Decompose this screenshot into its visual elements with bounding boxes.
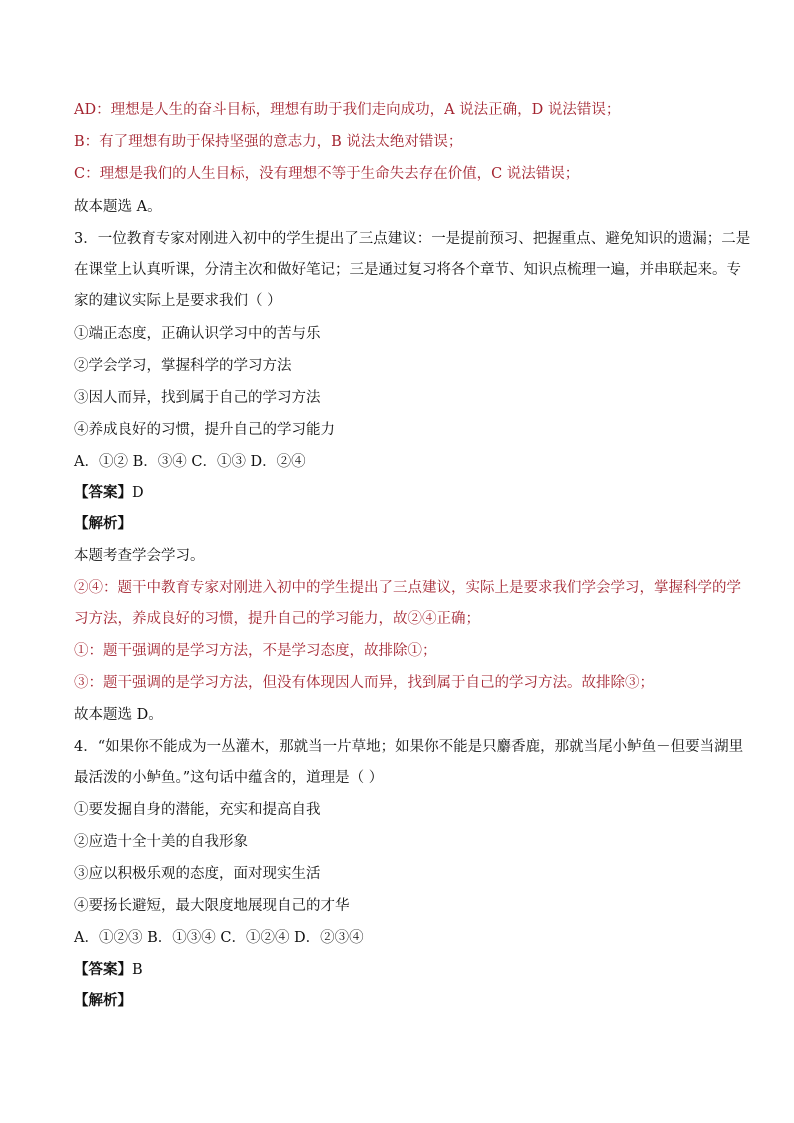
q3-analysis-line-1: ②④：题干中教育专家对刚进入初中的学生提出了三点建议，实际上是要求我们学会学习，掌握科学的学 xyxy=(74,580,741,596)
q3-option-4: ④养成良好的习惯，提升自己的学习能力 xyxy=(74,422,335,438)
q2-analysis-line-c: C：理想是我们的人生目标，没有理想不等于生命失去存在价值，C 说法错误； xyxy=(74,166,580,182)
q3-option-3: ③因人而异，找到属于自己的学习方法 xyxy=(74,390,321,406)
q4-option-2: ②应造十全十美的自我形象 xyxy=(74,834,248,850)
q3-answer-label: 【答案】 xyxy=(74,484,132,501)
q4-stem-line-1: 4．“如果你不能成为一丛灌木，那就当一片草地；如果你不能是只麝香鹿，那就当尾小鲈鱼－但要当湖里 xyxy=(74,739,744,755)
q3-analysis-label: 【解析】 xyxy=(74,515,132,532)
q2-conclusion: 故本题选 A。 xyxy=(74,199,162,215)
q3-stem-line-1: 3．一位教育专家对刚进入初中的学生提出了三点建议：一是提前预习、把握重点、避免知识的遗漏；二是 xyxy=(74,231,751,247)
q3-analysis-line-2: 习方法，养成良好的习惯，提升自己的学习能力，故②④正确； xyxy=(74,611,480,627)
q4-answer xyxy=(74,960,143,980)
q4-answer-label: 【答案】 xyxy=(74,961,132,978)
q3-stem-line-3: 家的建议实际上是要求我们（ ） xyxy=(74,293,282,309)
q3-option-1: ①端正态度，正确认识学习中的苦与乐 xyxy=(74,326,321,342)
q4-option-1: ①要发掘自身的潜能，充实和提高自我 xyxy=(74,802,321,818)
q3-analysis-line-3: ①：题干强调的是学习方法，不是学习态度，故排除①； xyxy=(74,643,437,659)
q3-conclusion: 故本题选 D。 xyxy=(74,707,163,723)
q3-analysis-line-4: ③：题干强调的是学习方法，但没有体现因人而异，找到属于自己的学习方法。故排除③； xyxy=(74,675,654,691)
q4-option-4: ④要扬长避短，最大限度地展现自己的才华 xyxy=(74,898,350,914)
q3-option-2: ②学会学习，掌握科学的学习方法 xyxy=(74,358,292,374)
q3-topic: 本题考查学会学习。 xyxy=(74,548,205,564)
q2-analysis-line-b: B：有了理想有助于保持坚强的意志力，B 说法太绝对错误； xyxy=(74,134,463,150)
q4-choices: A．①②③ B．①③④ C．①②④ D．②③④ xyxy=(74,930,364,946)
q3-stem-line-2: 在课堂上认真听课，分清主次和做好笔记；三是通过复习将各个章节、知识点梳理一遍，并串联起来。专 xyxy=(74,262,741,278)
q3-answer-value: D xyxy=(132,485,144,501)
q3-choices: A．①② B．③④ C．①③ D．②④ xyxy=(74,454,306,470)
q3-answer xyxy=(74,483,144,503)
q4-option-3: ③应以积极乐观的态度，面对现实生活 xyxy=(74,866,321,882)
q4-analysis-label: 【解析】 xyxy=(74,992,132,1009)
q4-stem-line-2: 最活泼的小鲈鱼。”这句话中蕴含的，道理是（ ） xyxy=(74,770,384,786)
q4-answer-value: B xyxy=(132,962,143,978)
q2-analysis-line-ad: AD：理想是人生的奋斗目标，理想有助于我们走向成功，A 说法正确，D 说法错误； xyxy=(74,102,621,118)
